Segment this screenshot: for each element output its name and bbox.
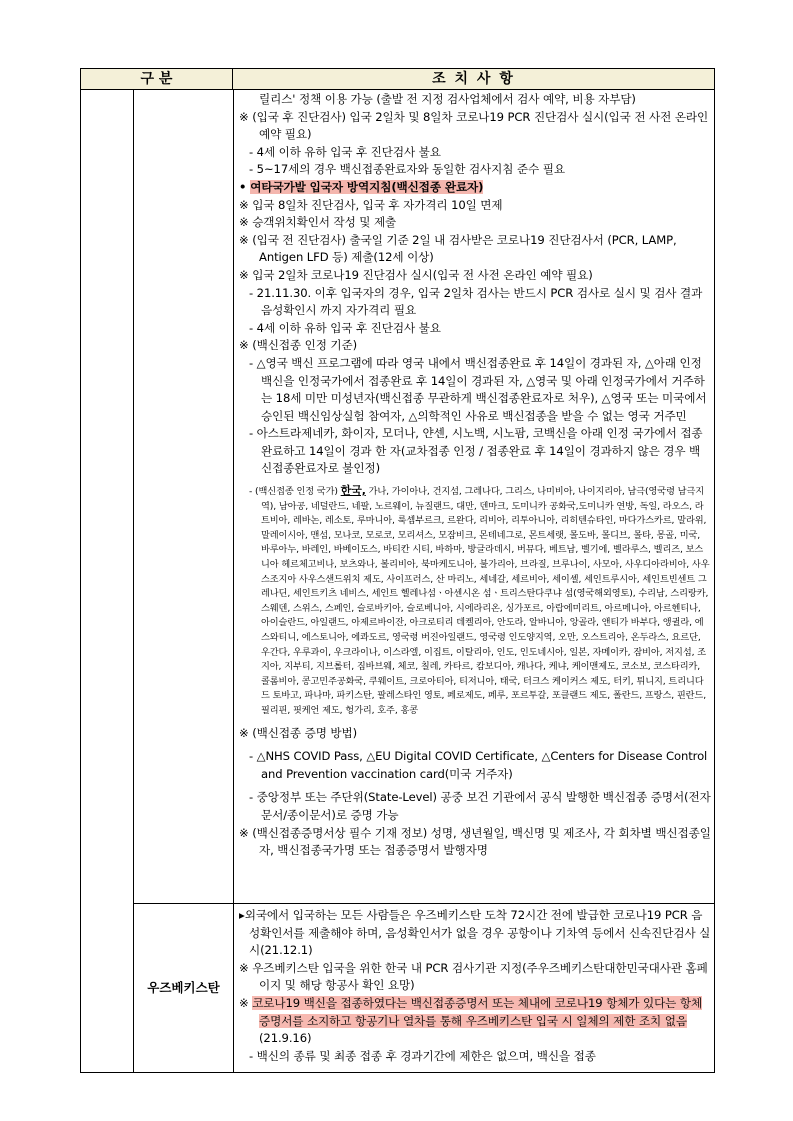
column-divider (233, 90, 234, 1072)
note-item: ※ (입국 후 진단검사) 입국 2일차 및 8일차 코로나19 PCR 진단검사 실시(입국 전 사전 온라인 예약 필요) (239, 109, 709, 142)
note-item: ※ 입국 8일차 진단검사, 입국 후 자가격리 10일 면제 (239, 197, 503, 212)
dash-item: - 21.11.30. 이후 입국자의 경우, 입국 2일차 검사는 반드시 PCR 검사로 실시 및 검사 결과 음성확인시 까지 자가격리 필요 (249, 285, 703, 318)
dash-item: - 5~17세의 경우 백신접종완료자와 동일한 검사지침 준수 필요 (249, 162, 565, 177)
header-category: 구 분 (81, 69, 233, 89)
dash-item: - 4세 이하 유하 입국 후 진단검사 불요 (249, 320, 441, 335)
note-item: ※ (백신접종 증명 방법) (239, 725, 358, 740)
header-measures: 조 치 사 항 (432, 71, 515, 87)
dash-item: - 아스트라제네카, 화이자, 모더나, 얀센, 시노백, 시노팜, 코백신을 아래 인정 국가에서 접종완료하고 14일이 경과 한 자(교차접종 인정 / 접종완료 후 14일이 경과하지 않은 경우 백신접종완료자로 불인정) (249, 426, 703, 476)
note-item: ※ 입국 2일차 코로나19 진단검사 실시(입국 전 사전 온라인 예약 필요) (239, 267, 593, 282)
uzbekistan-measures-content (239, 907, 711, 1065)
note-date: (21.9.16) (259, 1031, 312, 1046)
dash-item: - △NHS COVID Pass, △EU Digital COVID Certificate, △Centers for Disease Control and Prevention vaccination card(미국 거주자) (249, 749, 708, 781)
korea-emphasis: 한국, (340, 484, 366, 498)
vaccine-country-list (239, 484, 711, 719)
arrow-item: ▸외국에서 입국하는 모든 사람들은 우즈베키스탄 도착 72시간 전에 발급한 코로나19 PCR 음성확인서를 제출해야 하며, 음성확인서가 없을 경우 공항이나 기차역 등에서 신속진단검사 실시(21.12.1) (239, 908, 711, 958)
highlighted-text: 코로나19 백신을 접종하였다는 백신접종증명서 또는 체내에 코로나19 항체가 있다는 항체증명서를 소지하고 항공기나 열차를 통해 우즈베키스탄 입국 시 일체의 제한 조치 없음 (252, 995, 703, 1028)
uk-measures-content (239, 91, 711, 860)
text-line: 릴리스' 정책 이용 가능 (출발 전 지정 검사업체에서 검사 예약, 비용 자부담) (259, 92, 636, 106)
list-label: - (백신접종 인정 국가) (249, 486, 341, 498)
note-item: ※ (백신접종증명서상 필수 기재 정보) 성명, 생년월일, 백신명 및 제조사, 각 회차별 백신접종일자, 백신접종국가명 또는 접종증명서 발행자명 (239, 825, 711, 858)
note-item: ※ 우즈베키스탄 입국을 위한 한국 내 PCR 검사기관 지정(주우즈베키스탄대한민국대사관 홈페이지 및 해당 항공사 확인 요망) (239, 960, 708, 993)
note-item: ※ (입국 전 진단검사) 출국일 기준 2일 내 검사받은 코로나19 진단검사서 (PCR, LAMP, Antigen LFD 등) 제출(12세 이상) (239, 232, 677, 265)
section-heading: • 여타국가발 입국자 방역지침(백신접종 완료자) (239, 179, 484, 194)
note-item: ※ 승객위치확인서 작성 및 제출 (239, 215, 397, 230)
table-header (81, 69, 714, 90)
dash-item: - 4세 이하 유하 입국 후 진단검사 불요 (249, 144, 441, 159)
note-mark: ※ (239, 995, 253, 1010)
highlighted-heading: 여타국가발 입국자 방역지침(백신접종 완료자) (250, 179, 484, 194)
dash-item: - 중앙정부 또는 주단위(State-Level) 공중 보건 기관에서 공식 발행한 백신접종 증명서(전자문서/종이문서)로 증명 가능 (249, 790, 711, 822)
country-cell-uzbekistan: 우즈베키스탄 (147, 980, 220, 995)
measures-table (80, 68, 715, 1073)
country-list-text: 가나, 가이아나, 건지섬, 그레나다, 그리스, 나미비아, 나이지리아, 남극(영국령 남극지역), 남아공, 네덜란드, 네팔, 노르웨이, 뉴질랜드, 대만, 덴마크, 도미니카 공화국,도미니카 연방, 독일, 라오스, 라트비아, 레바논, 레소토, 루마니아, 룩셈부르크, 르완다, 리비아, 리투아니아, 리히텐슈타인, 마다가스카르, 말라위, 말레이시아, 맨섬, 모나코, 모로코, 모리셔스, 모잠비크, 몬테네그로, 몬트세랫, 몰도바, 몰디브, 몰타, 몽골, 미국, 바루아누, 바레인, 바베이도스, 바티칸 시티, 바하마, 방글라데시, 버뮤다, 베트남, 벨기에, 벨라루스, 벨리즈, 보스니아 헤르체고비나, 보츠와나, 볼리비아, 북마케도니아, 불가리아, 브라질, 브루나이, 사모아, 사우디아라비아, 사우스조지아 사우스샌드위치 제도, 사이프러스, 산 마리노, 세네갈, 세르비아, 세이셸, 세인트루시아, 세인트빈센트 그레나딘, 세인트키츠 네비스, 세인트 헬레나섬ㆍ아센시온 섬ㆍ트리스탄다쿠냐 섬(영국해외영토), 수리남, 스리랑카, 스웨덴, 스위스, 스페인, 슬로바키아, 슬로베니아, 시에라리온, 싱가포르, 아랍에미리트, 아르메니아, 아르헨티나, 아이슬란드, 아일랜드, 아제르바이잔, 아크로티리 데켈리아, 안도라, 알바니아, 앙골라, 앤티가 바부다, 앵귈라, 에스와티니, 에스토니아, 에콰도르, 영국령 버진아일랜드, 영국령 인도양지역, 오만, 오스트리아, 온두라스, 요르단, 우간다, 우루과이, 우크라이나, 이스라엘, 이집트, 이탈리아, 인도, 인도네시아, 일본, 자메이카, 잠비아, 저지섬, 조지아, 지부티, 지브롤터, 짐바브웨, 체코, 칠레, 카타르, 캄보디아, 캐나다, 케냐, 케이맨제도, 코소보, 코스타리카, 콜롬비아, 콩고민주공화국, 쿠웨이트, 크로아티아, 티저니아, 태국, 터크스 케이커스 제도, 터키, 튀니지, 트리니다드 토바고, 파나마, 파키스탄, 팔레스타인 영토, 페로제도, 페루, 포르투갈, 포클랜드 제도, 폴란드, 프랑스, 핀란드, 필리핀, 핏케언 제도, 헝가리, 호주, 홍콩 (261, 486, 710, 716)
dash-item: - △영국 백신 프로그램에 따라 영국 내에서 백신접종완료 후 14일이 경과된 자, △아래 인정백신을 인정국가에서 접종완료 후 14일이 경과된 자, △영국 및 아래 인정국가에서 거주하는 18세 미만 미성년자(백신접종 무관하게 백신접종완료자로 처우), △영국 또는 미국에서 승인된 백신임상실험 참여자, △의학적인 사유로 백신접종을 받을 수 없는 영국 거주민 (249, 355, 707, 423)
note-item: ※ (백신접종 인정 기준) (239, 338, 358, 353)
dash-item: - 백신의 종류 및 최종 접종 후 경과기간에 제한은 없으며, 백신을 접종 (249, 1048, 596, 1063)
highlighted-note (239, 995, 711, 1048)
